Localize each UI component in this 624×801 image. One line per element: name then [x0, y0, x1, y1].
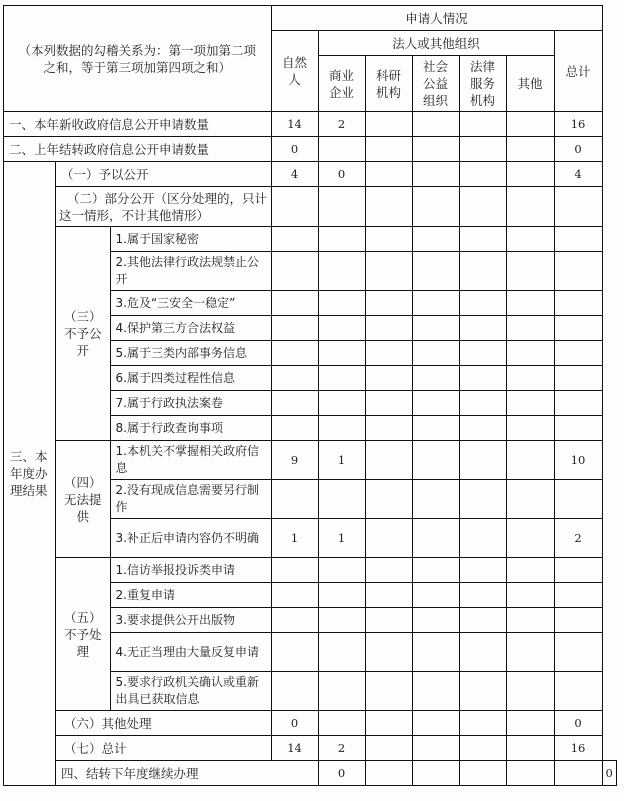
cell — [365, 416, 412, 441]
cell — [318, 391, 365, 416]
cell — [459, 416, 506, 441]
cell — [365, 480, 412, 519]
cell — [412, 608, 459, 633]
cell — [554, 761, 602, 786]
cell: 1 — [318, 519, 365, 558]
cell — [412, 761, 459, 786]
row-label: 1.本机关不掌握相关政府信息 — [110, 441, 271, 480]
cell — [271, 480, 318, 519]
cell — [365, 227, 412, 252]
cell — [365, 252, 412, 291]
cell — [506, 391, 554, 416]
cell — [365, 711, 412, 736]
cell — [506, 519, 554, 558]
cell — [412, 480, 459, 519]
cell — [365, 291, 412, 316]
cell — [459, 558, 506, 583]
cell — [554, 341, 602, 366]
row-label: 7.属于行政执法案卷 — [110, 391, 271, 416]
cell — [506, 480, 554, 519]
cell — [459, 736, 506, 761]
cell: 0 — [554, 711, 602, 736]
row-label: 二、上年结转政府信息公开申请数量 — [4, 137, 272, 162]
table-row — [4, 227, 617, 252]
row-label: （六）其他处理 — [56, 711, 272, 736]
cell — [506, 137, 554, 162]
cell — [554, 416, 602, 441]
cell — [506, 583, 554, 608]
cell — [412, 137, 459, 162]
cell — [318, 227, 365, 252]
row-label: 5.要求行政机关确认或重新出具已获取信息 — [110, 672, 271, 711]
cell — [459, 252, 506, 291]
cell — [506, 366, 554, 391]
cell — [506, 608, 554, 633]
cell: 1 — [271, 519, 318, 558]
cell — [554, 672, 602, 711]
cell — [365, 366, 412, 391]
row-label: 3.补正后申请内容仍不明确 — [110, 519, 271, 558]
cell — [271, 316, 318, 341]
cell — [412, 391, 459, 416]
cell — [459, 633, 506, 672]
cell — [459, 341, 506, 366]
cell — [459, 162, 506, 187]
cell — [318, 583, 365, 608]
cell — [365, 761, 412, 786]
cell: 4 — [554, 162, 602, 187]
cell — [459, 227, 506, 252]
table-row — [4, 711, 617, 736]
cell — [459, 672, 506, 711]
cell — [271, 227, 318, 252]
cell — [459, 366, 506, 391]
cell: 2 — [554, 519, 602, 558]
cell — [318, 480, 365, 519]
cell — [271, 633, 318, 672]
cell: 10 — [554, 441, 602, 480]
header-commercial: 商业企业 — [318, 56, 365, 112]
cell — [554, 291, 602, 316]
cell — [271, 341, 318, 366]
cell: 0 — [271, 137, 318, 162]
cell — [459, 441, 506, 480]
cell — [412, 519, 459, 558]
cell — [318, 711, 365, 736]
cell: 0 — [318, 162, 365, 187]
cell — [506, 252, 554, 291]
cell — [271, 366, 318, 391]
cell — [271, 252, 318, 291]
section3-label: 三、本年度办理结果 — [4, 162, 56, 786]
table-row — [4, 187, 617, 227]
cell — [459, 291, 506, 316]
header-note: （本列数据的勾稽关系为：第一项加第二项之和，等于第三项加第四项之和） — [4, 6, 272, 112]
cell — [412, 672, 459, 711]
cell — [459, 112, 506, 137]
cell: 0 — [602, 761, 616, 786]
cell: 14 — [271, 736, 318, 761]
table-row — [4, 558, 617, 583]
group-label-not-disclosed: （三）不予公开 — [56, 227, 111, 441]
row-label: （七）总计 — [56, 736, 272, 761]
cell — [365, 583, 412, 608]
cell — [412, 441, 459, 480]
cell — [506, 187, 554, 227]
cell — [412, 187, 459, 227]
cell — [318, 252, 365, 291]
cell — [506, 633, 554, 672]
cell — [365, 558, 412, 583]
cell — [365, 519, 412, 558]
cell — [459, 137, 506, 162]
cell — [554, 316, 602, 341]
cell — [554, 252, 602, 291]
cell — [365, 112, 412, 137]
cell — [506, 162, 554, 187]
cell — [459, 480, 506, 519]
cell: 4 — [271, 162, 318, 187]
cell — [271, 391, 318, 416]
cell — [554, 227, 602, 252]
cell: 2 — [318, 736, 365, 761]
table-row — [4, 162, 617, 187]
cell — [412, 341, 459, 366]
cell — [365, 391, 412, 416]
cell — [412, 633, 459, 672]
cell — [271, 672, 318, 711]
cell — [554, 633, 602, 672]
row-label: 一、本年新收政府信息公开申请数量 — [4, 112, 272, 137]
table-row — [4, 441, 617, 480]
cell — [554, 583, 602, 608]
cell — [318, 137, 365, 162]
cell — [412, 252, 459, 291]
header-legal-service: 法律服务机构 — [459, 56, 506, 112]
row-label: 1.属于国家秘密 — [110, 227, 271, 252]
cell — [459, 608, 506, 633]
cell: 2 — [318, 112, 365, 137]
table-row — [4, 736, 617, 761]
row-label: 3.要求提供公开出版物 — [110, 608, 271, 633]
cell — [271, 558, 318, 583]
header-applicant-situation: 申请人情况 — [271, 6, 602, 31]
cell — [459, 583, 506, 608]
row-label: 2.其他法律行政法规禁止公开 — [110, 252, 271, 291]
cell — [318, 316, 365, 341]
row-label: 四、结转下年度继续办理 — [56, 761, 319, 786]
cell — [506, 441, 554, 480]
group-label-not-processed: （五）不予处理 — [56, 558, 111, 711]
cell: 9 — [271, 441, 318, 480]
cell — [506, 736, 554, 761]
cell — [412, 416, 459, 441]
cell: 16 — [554, 736, 602, 761]
cell — [412, 227, 459, 252]
cell — [459, 316, 506, 341]
header-legal-org: 法人或其他组织 — [318, 31, 554, 56]
gov-info-disclosure-table — [3, 5, 617, 786]
cell — [318, 366, 365, 391]
cell — [412, 558, 459, 583]
cell — [271, 187, 318, 227]
cell — [554, 391, 602, 416]
cell — [554, 480, 602, 519]
cell — [459, 711, 506, 736]
cell — [506, 711, 554, 736]
cell — [412, 366, 459, 391]
row-label: 4.保护第三方合法权益 — [110, 316, 271, 341]
header-public-welfare: 社会公益组织 — [412, 56, 459, 112]
cell: 16 — [554, 112, 602, 137]
cell — [318, 187, 365, 227]
cell — [506, 761, 554, 786]
row-label: （二）部分公开（区分处理的，只计这一情形，不计其他情形） — [56, 187, 272, 227]
row-label: 8.属于行政查询事项 — [110, 416, 271, 441]
cell — [554, 187, 602, 227]
cell — [271, 291, 318, 316]
cell — [318, 608, 365, 633]
cell — [318, 341, 365, 366]
cell: 0 — [271, 711, 318, 736]
cell — [412, 112, 459, 137]
cell — [318, 633, 365, 672]
cell — [412, 736, 459, 761]
table-row — [4, 137, 617, 162]
row-label: 2.没有现成信息需要另行制作 — [110, 480, 271, 519]
cell — [365, 137, 412, 162]
header-research: 科研机构 — [365, 56, 412, 112]
cell: 0 — [554, 137, 602, 162]
row-label: 2.重复申请 — [110, 583, 271, 608]
cell: 14 — [271, 112, 318, 137]
cell — [506, 112, 554, 137]
cell — [365, 441, 412, 480]
cell — [271, 583, 318, 608]
cell — [412, 711, 459, 736]
cell — [318, 416, 365, 441]
cell — [459, 519, 506, 558]
header-total: 总计 — [554, 31, 602, 112]
group-label-unable-to-provide: （四）无法提供 — [56, 441, 111, 558]
cell — [412, 316, 459, 341]
row-label: 4.无正当理由大量反复申请 — [110, 633, 271, 672]
cell — [506, 341, 554, 366]
cell — [506, 558, 554, 583]
row-label: 1.信访举报投诉类申请 — [110, 558, 271, 583]
cell — [412, 583, 459, 608]
cell — [459, 391, 506, 416]
cell — [365, 187, 412, 227]
row-label: 3.危及“三安全一稳定” — [110, 291, 271, 316]
cell: 1 — [318, 441, 365, 480]
header-other: 其他 — [506, 56, 554, 112]
cell — [506, 672, 554, 711]
cell — [554, 558, 602, 583]
cell — [506, 291, 554, 316]
cell — [271, 608, 318, 633]
header-natural-person: 自然人 — [271, 31, 318, 112]
cell — [318, 291, 365, 316]
cell — [365, 633, 412, 672]
cell — [365, 672, 412, 711]
table-row — [4, 761, 617, 786]
cell — [365, 162, 412, 187]
cell — [271, 416, 318, 441]
table-row — [4, 112, 617, 137]
cell — [554, 608, 602, 633]
cell — [459, 761, 506, 786]
cell — [365, 341, 412, 366]
cell — [554, 366, 602, 391]
row-label: 6.属于四类过程性信息 — [110, 366, 271, 391]
cell — [365, 736, 412, 761]
cell — [506, 416, 554, 441]
cell — [459, 187, 506, 227]
cell — [506, 227, 554, 252]
cell — [412, 291, 459, 316]
row-label: 5.属于三类内部事务信息 — [110, 341, 271, 366]
row-label: （一）予以公开 — [56, 162, 272, 187]
cell — [365, 608, 412, 633]
cell — [412, 162, 459, 187]
cell: 0 — [318, 761, 365, 786]
cell — [506, 316, 554, 341]
cell — [365, 316, 412, 341]
cell — [318, 672, 365, 711]
cell — [318, 558, 365, 583]
